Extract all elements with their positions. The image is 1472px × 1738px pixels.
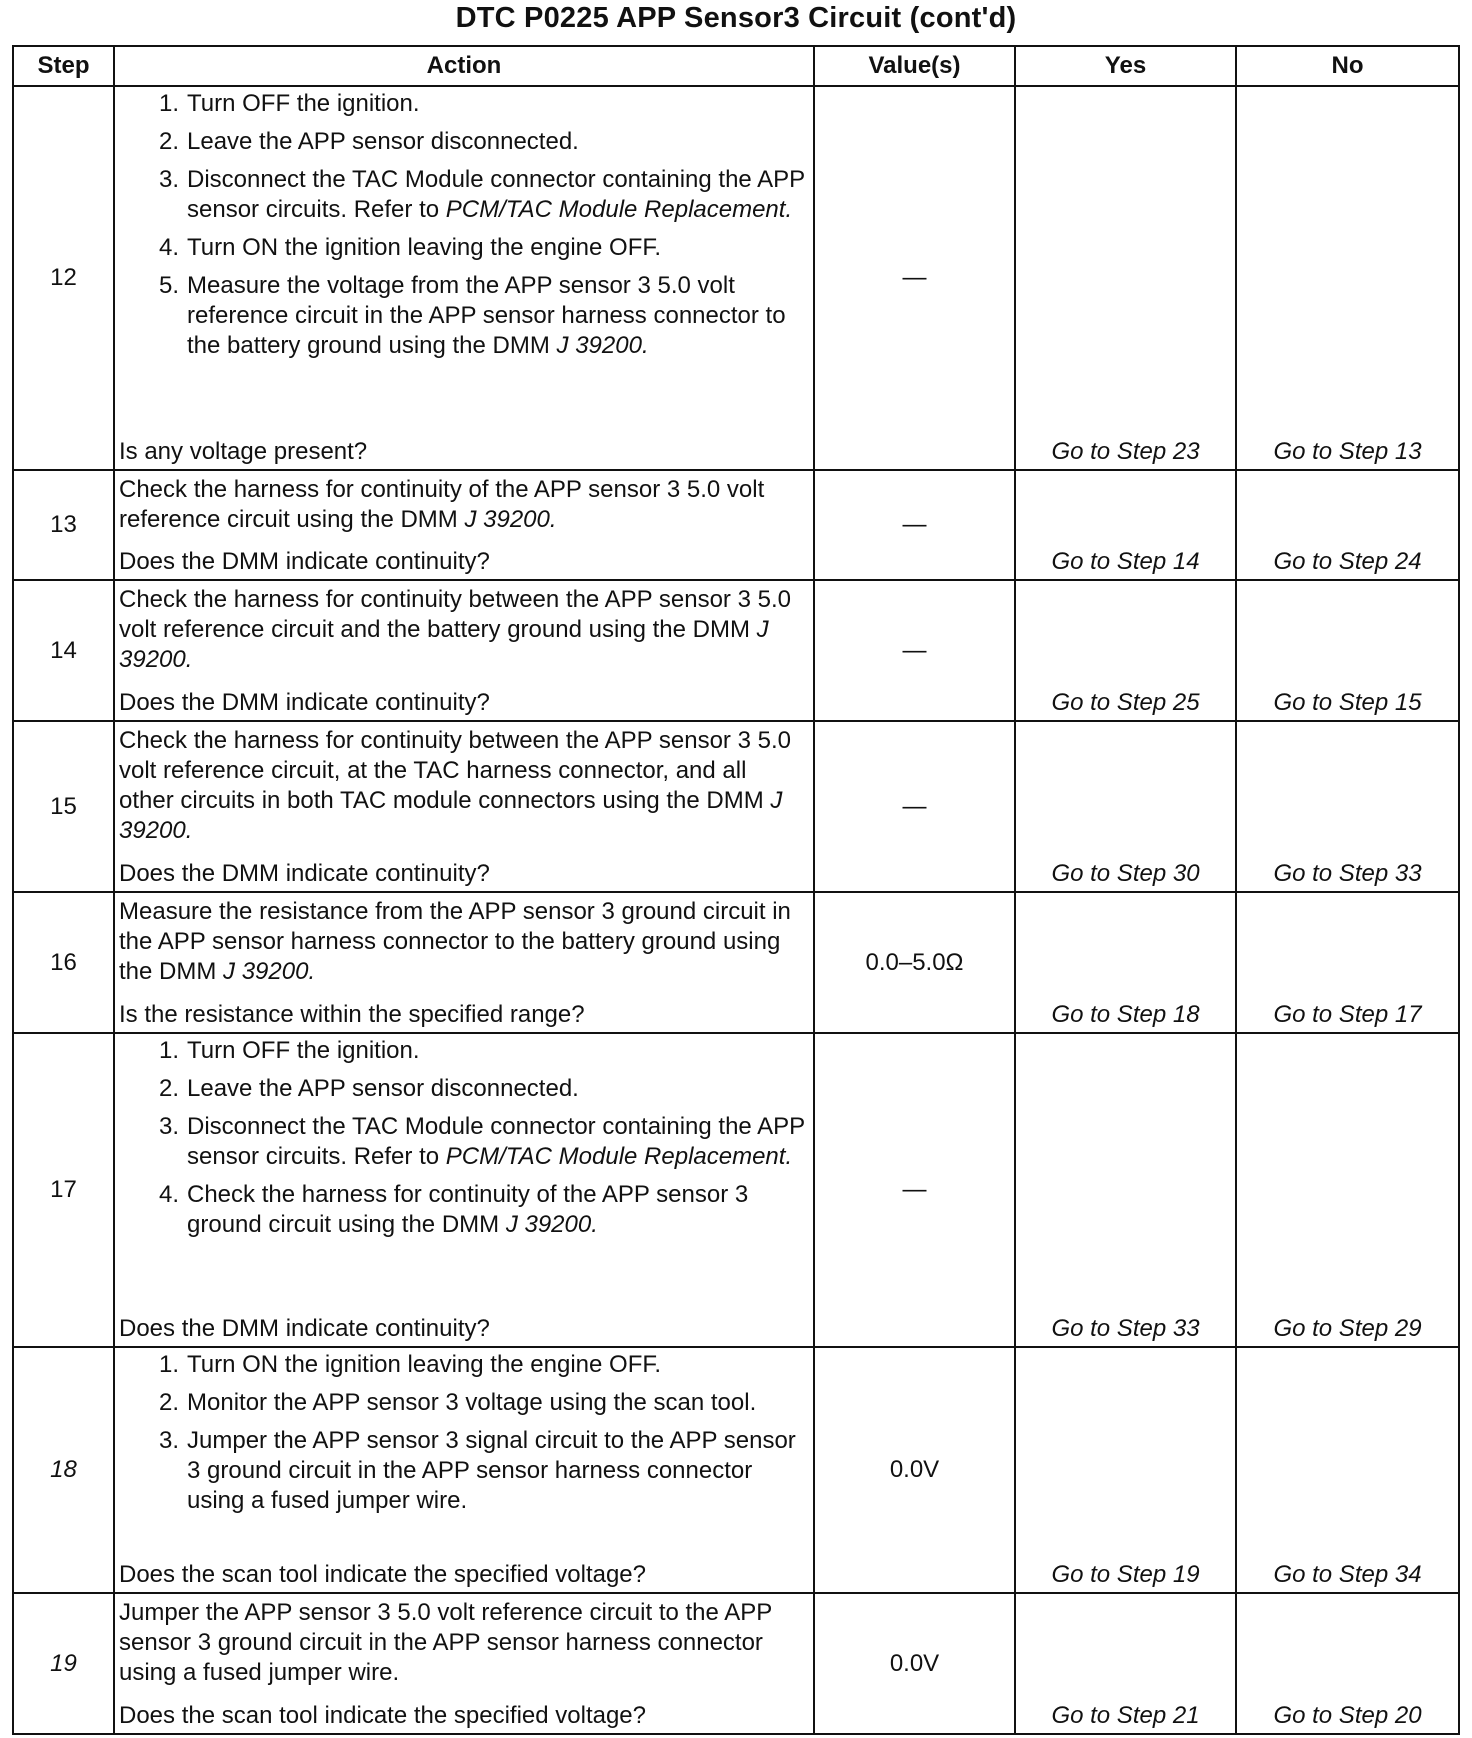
- step-number: 14: [13, 580, 114, 721]
- header-step: Step: [13, 46, 114, 86]
- action-text: Check the harness for continuity of the APP sensor 3 5.0 volt reference circuit using the DMM J 39200.: [119, 476, 765, 533]
- list-item: 3. Jumper the APP sensor 3 signal circuit to the APP sensor 3 ground circuit in the APP sensor harness connector using a fused jumper wire.: [158, 1427, 796, 1514]
- value-cell: —: [814, 1033, 1015, 1347]
- procedure-reference: PCM/TAC Module Replacement.: [445, 196, 793, 223]
- yes-cell: Go to Step 23: [1015, 86, 1236, 470]
- action-steps: [119, 1348, 805, 1524]
- step-number: 13: [13, 470, 114, 580]
- no-cell: Go to Step 13: [1236, 86, 1459, 470]
- value-cell: —: [814, 580, 1015, 721]
- page-title: DTC P0225 APP Sensor3 Circuit (cont'd): [455, 2, 1017, 34]
- tool-reference: J 39200.: [223, 958, 316, 985]
- value-cell: —: [814, 721, 1015, 892]
- table-row: [13, 1033, 1459, 1347]
- tool-reference: J 39200.: [464, 506, 557, 533]
- action-text: Measure the resistance from the APP sensor 3 ground circuit in the APP sensor harness connector to the battery ground using the DMM J 39200.: [119, 898, 791, 985]
- question: Does the DMM indicate continuity?: [119, 548, 490, 575]
- tool-reference: J 39200.: [119, 787, 783, 844]
- no-cell: Go to Step 20: [1236, 1593, 1459, 1734]
- action-cell: [114, 721, 814, 892]
- action-text: Jumper the APP sensor 3 5.0 volt reference circuit to the APP sensor 3 ground circuit in the APP sensor harness connector using a fused jumper wire.: [119, 1599, 772, 1686]
- question: Does the DMM indicate continuity?: [119, 689, 490, 716]
- action-steps: [119, 87, 805, 369]
- tool-reference: J 39200.: [505, 1211, 598, 1238]
- action-cell: [114, 1033, 814, 1347]
- tool-reference: J 39200.: [556, 332, 649, 359]
- action-cell: [114, 1347, 814, 1593]
- step-number: 16: [13, 892, 114, 1033]
- table-row: [13, 580, 1459, 721]
- header-action: Action: [114, 46, 814, 86]
- action-cell: [114, 86, 814, 470]
- list-item: 2. Leave the APP sensor disconnected.: [158, 128, 579, 155]
- list-item: 5. Measure the voltage from the APP sensor 3 5.0 volt reference circuit in the APP sensor harness connector to the battery ground using the DMM J 39200.: [158, 272, 786, 359]
- yes-cell: Go to Step 25: [1015, 580, 1236, 721]
- action-cell: [114, 892, 814, 1033]
- value-cell: —: [814, 86, 1015, 470]
- list-item: 3. Disconnect the TAC Module connector containing the APP sensor circuits. Refer to PCM/TAC Module Replacement.: [158, 1113, 805, 1170]
- list-item: 4. Turn ON the ignition leaving the engine OFF.: [158, 234, 662, 261]
- no-cell: Go to Step 15: [1236, 580, 1459, 721]
- list-item: 2. Monitor the APP sensor 3 voltage using the scan tool.: [158, 1389, 757, 1416]
- procedure-reference: PCM/TAC Module Replacement.: [445, 1143, 793, 1170]
- question: Does the scan tool indicate the specified voltage?: [119, 1702, 647, 1729]
- step-number: 15: [13, 721, 114, 892]
- no-cell: Go to Step 17: [1236, 892, 1459, 1033]
- action-cell: [114, 470, 814, 580]
- yes-cell: Go to Step 18: [1015, 892, 1236, 1033]
- question: Is the resistance within the specified range?: [119, 1001, 585, 1028]
- no-cell: Go to Step 24: [1236, 470, 1459, 580]
- list-item: 4. Check the harness for continuity of the APP sensor 3 ground circuit using the DMM J 39200.: [158, 1181, 749, 1238]
- table-row: [13, 1347, 1459, 1593]
- no-cell: Go to Step 29: [1236, 1033, 1459, 1347]
- question: Is any voltage present?: [119, 438, 368, 465]
- question: Does the DMM indicate continuity?: [119, 1315, 490, 1342]
- action-text: Check the harness for continuity between the APP sensor 3 5.0 volt reference circuit and the battery ground using the DMM J 39200.: [119, 586, 791, 673]
- question: Does the DMM indicate continuity?: [119, 860, 490, 887]
- value-cell: 0.0V: [814, 1347, 1015, 1593]
- question: Does the scan tool indicate the specified voltage?: [119, 1561, 647, 1588]
- tool-reference: J 39200.: [119, 616, 769, 673]
- yes-cell: Go to Step 30: [1015, 721, 1236, 892]
- yes-cell: Go to Step 14: [1015, 470, 1236, 580]
- list-item: 1. Turn ON the ignition leaving the engine OFF.: [158, 1351, 662, 1378]
- table-row: [13, 892, 1459, 1033]
- list-item: 2. Leave the APP sensor disconnected.: [158, 1075, 579, 1102]
- step-number: 12: [13, 86, 114, 470]
- header-values: Value(s): [814, 46, 1015, 86]
- action-text: Check the harness for continuity between the APP sensor 3 5.0 volt reference circuit, at the TAC harness connector, and all other circuits in both TAC module connectors using the DMM J 39200.: [119, 727, 791, 844]
- diagnostic-table: [12, 45, 1460, 1735]
- action-cell: [114, 580, 814, 721]
- table-row: [13, 1593, 1459, 1734]
- table-row: [13, 470, 1459, 580]
- step-number: 19: [13, 1593, 114, 1734]
- action-cell: [114, 1593, 814, 1734]
- no-cell: Go to Step 33: [1236, 721, 1459, 892]
- header-no: No: [1236, 46, 1459, 86]
- list-item: 1. Turn OFF the ignition.: [158, 90, 420, 117]
- value-cell: —: [814, 470, 1015, 580]
- step-number: 17: [13, 1033, 114, 1347]
- list-item: 1. Turn OFF the ignition.: [158, 1037, 420, 1064]
- list-item: 3. Disconnect the TAC Module connector containing the APP sensor circuits. Refer to PCM/TAC Module Replacement.: [158, 166, 805, 223]
- step-number: 18: [13, 1347, 114, 1593]
- table-row: [13, 86, 1459, 470]
- value-cell: 0.0–5.0Ω: [814, 892, 1015, 1033]
- header-row: [13, 46, 1459, 86]
- yes-cell: Go to Step 19: [1015, 1347, 1236, 1593]
- value-cell: 0.0V: [814, 1593, 1015, 1734]
- yes-cell: Go to Step 33: [1015, 1033, 1236, 1347]
- no-cell: Go to Step 34: [1236, 1347, 1459, 1593]
- yes-cell: Go to Step 21: [1015, 1593, 1236, 1734]
- action-steps: [119, 1034, 805, 1248]
- table-row: [13, 721, 1459, 892]
- header-yes: Yes: [1015, 46, 1236, 86]
